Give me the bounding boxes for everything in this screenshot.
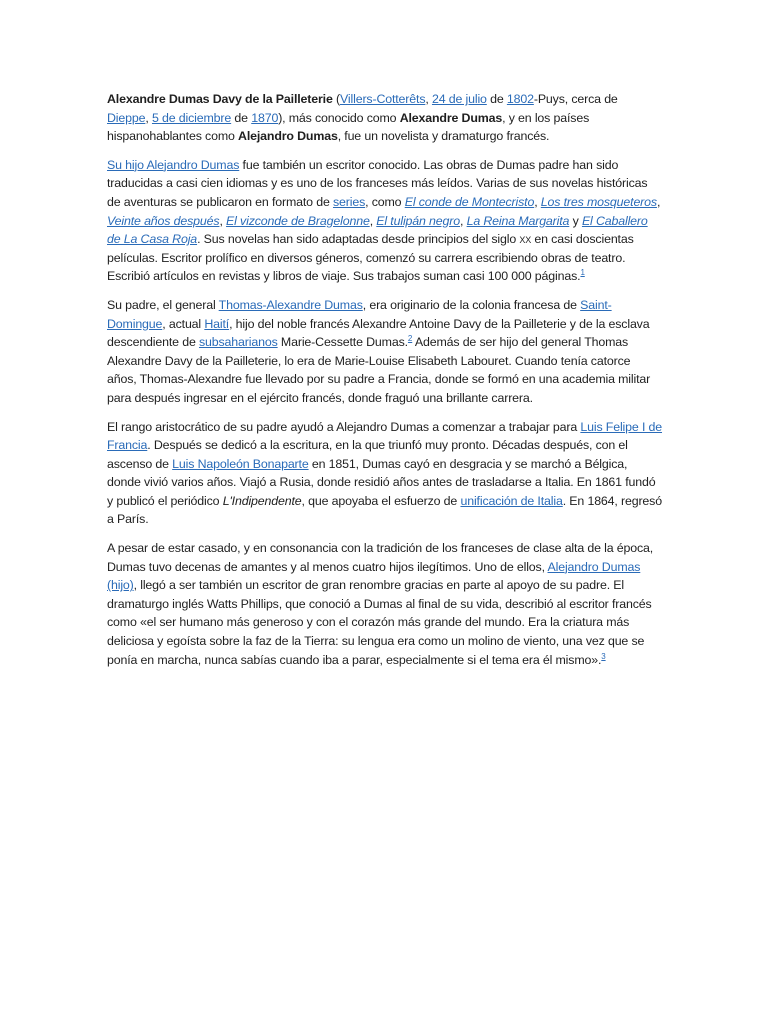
text-run: en casi doscientas películas. Escritor prolífico en diversos géneros, comenzó su carrera escribiendo obras de teatro. Escribió artículos en revistas y libros de viaje. Sus trabajos suman casi 100 000 páginas.: [107, 232, 634, 284]
link-haiti[interactable]: Haití: [204, 316, 230, 331]
link-dieppe[interactable]: Dieppe: [107, 110, 146, 125]
text-run: A pesar de estar casado, y en consonancia con la tradición de los franceses de clase alta de la época, Dumas tuvo decenas de amantes y al menos cuatro hijos ilegítimos. Uno de ellos,: [107, 541, 654, 574]
footnote-ref: [580, 268, 584, 277]
footnote-link-2[interactable]: 2: [407, 334, 413, 343]
link-1870[interactable]: 1870: [251, 110, 279, 125]
footnote-link-1[interactable]: 1: [580, 268, 585, 278]
link-thomas-alexandre-dumas[interactable]: Thomas-Alexandre Dumas: [218, 297, 363, 312]
text-run: , como: [365, 194, 405, 209]
text-run: . Sus novelas han sido adaptadas desde principios del siglo: [197, 232, 520, 247]
link-conde-montecristo[interactable]: El conde de Montecristo: [404, 194, 535, 209]
text-run: , actual: [162, 316, 205, 331]
text-run: . Después se dedicó a la escritura, en la que triunfó muy pronto. Décadas después, con el ascenso de: [107, 438, 628, 471]
footnote-ref: [601, 652, 605, 661]
link-subsaharianos[interactable]: subsaharianos: [198, 335, 278, 350]
text-run: , era originario de la colonia francesa de: [362, 297, 581, 312]
text-run: de: [231, 110, 252, 125]
text-run: Además de ser hijo del general Thomas Alexandre Davy de la Pailleterie, lo era de Marie-Louise Elisabeth Labouret. Cuando tenía catorce años, Thomas-Alexandre fue llevado por su padre a Francia, donde se formó en una academia militar para después ingresar en el ejército francés, donde fraguó una brillante carrera.: [107, 335, 651, 405]
text-run: ,: [656, 194, 661, 209]
subject-name: Alexandre Dumas Davy de la Pailleterie: [107, 92, 333, 106]
text-run: , hijo del noble francés Alexandre Antoine Davy de la Pailleterie y de la esclava descendiente de: [107, 316, 650, 350]
link-luis-napoleon[interactable]: Luis Napoleón Bonaparte: [172, 456, 309, 471]
text-run: Marie-Cessette Dumas.: [277, 335, 408, 350]
text-run: en 1851, Dumas cayó en desgracia y se marchó a Bélgica, donde vivió varios años. Viajó a Rusia, donde residió años antes de trasladarse a Italia. En 1861 fundó y publicó el periódico: [107, 456, 656, 508]
link-24-de-julio[interactable]: 24 de julio: [431, 92, 487, 106]
paragraph-intro: [107, 90, 662, 146]
link-tulipan-negro[interactable]: El tulipán negro: [376, 213, 461, 228]
link-alejandro-dumas-hijo[interactable]: Alejandro Dumas (hijo): [107, 559, 641, 593]
text-run: de: [486, 92, 507, 106]
century-numeral: xx: [519, 232, 532, 247]
link-unificacion-italia[interactable]: unificación de Italia: [460, 493, 563, 508]
paragraph-personal-life: [107, 539, 662, 669]
link-villers-cotterets[interactable]: Villers-Cotterêts: [340, 92, 426, 106]
text-run: y: [569, 213, 582, 228]
text-run: ,: [534, 194, 541, 209]
text-run: -Puys, cerca de: [533, 92, 618, 106]
link-5-de-diciembre[interactable]: 5 de diciembre: [151, 110, 232, 125]
link-veinte-anos[interactable]: Veinte años después: [107, 213, 220, 228]
link-saint-domingue[interactable]: Saint-Domingue: [107, 297, 612, 331]
text-run: ,: [425, 92, 432, 106]
text-run: , llegó a ser también un escritor de gran renombre gracias en parte al apoyo de su padre. El dramaturgo inglés Watts Phillips, que conoció a Dumas al final de su vida, describió al escritor francés como «el ser humano más generoso y con el corazón más grande del mundo. Era la criatura más deliciosa y egoísta sobre la faz de la Tierra: su lengua era como un molino de viento, una vez que se ponía en marcha, nunca sabías cuando iba a parar, especialmente si el tema era él mismo».: [107, 578, 652, 667]
link-luis-felipe[interactable]: Luis Felipe I de Francia: [107, 419, 663, 453]
newspaper-title: L'Indipendente: [222, 493, 302, 508]
text-run: , que apoyaba el esfuerzo de: [301, 493, 461, 508]
text-run: fue también un escritor conocido. Las obras de Dumas padre han sido traducidas a casi cien idiomas y es uno de los franceses más leídos. Varias de sus novelas históricas de aventuras se publicaron en formato de: [107, 157, 648, 209]
link-reina-margarita[interactable]: La Reina Margarita: [466, 213, 570, 228]
link-tres-mosqueteros[interactable]: Los tres mosqueteros: [540, 194, 657, 209]
text-run: ), más conocido como: [278, 110, 400, 125]
text-run: . En 1864, regresó a París.: [107, 493, 662, 527]
text-run: , fue un novelista y dramaturgo francés.: [337, 129, 550, 144]
footnote-link-3[interactable]: 3: [601, 651, 606, 661]
link-su-hijo[interactable]: Su hijo Alejandro Dumas: [107, 157, 240, 172]
paragraph-works: [107, 156, 662, 286]
text-run: El rango aristocrático de su padre ayudó a Alejandro Dumas a comenzar a trabajar para: [107, 419, 581, 434]
text-run: Su padre, el general: [107, 297, 219, 312]
text-run: ,: [460, 213, 467, 228]
text-run: , y en los países hispanohablantes como: [107, 110, 590, 144]
link-caballero-casa-roja[interactable]: El Caballero de La Casa Roja: [107, 213, 648, 247]
text-run: ,: [219, 213, 227, 228]
link-vizconde-bragelonne[interactable]: El vizconde de Bragelonne: [226, 213, 370, 228]
text-run: ,: [369, 213, 377, 228]
paragraph-career: [107, 418, 662, 530]
bold-alejandro-dumas: Alejandro Dumas: [238, 129, 338, 144]
link-1802[interactable]: 1802: [506, 92, 534, 106]
document-page: [107, 90, 662, 679]
text-run: (: [332, 92, 340, 106]
bold-alexandre-dumas: Alexandre Dumas: [399, 110, 503, 125]
link-series[interactable]: series: [332, 194, 366, 209]
text-run: ,: [145, 110, 152, 125]
paragraph-father: [107, 296, 662, 408]
